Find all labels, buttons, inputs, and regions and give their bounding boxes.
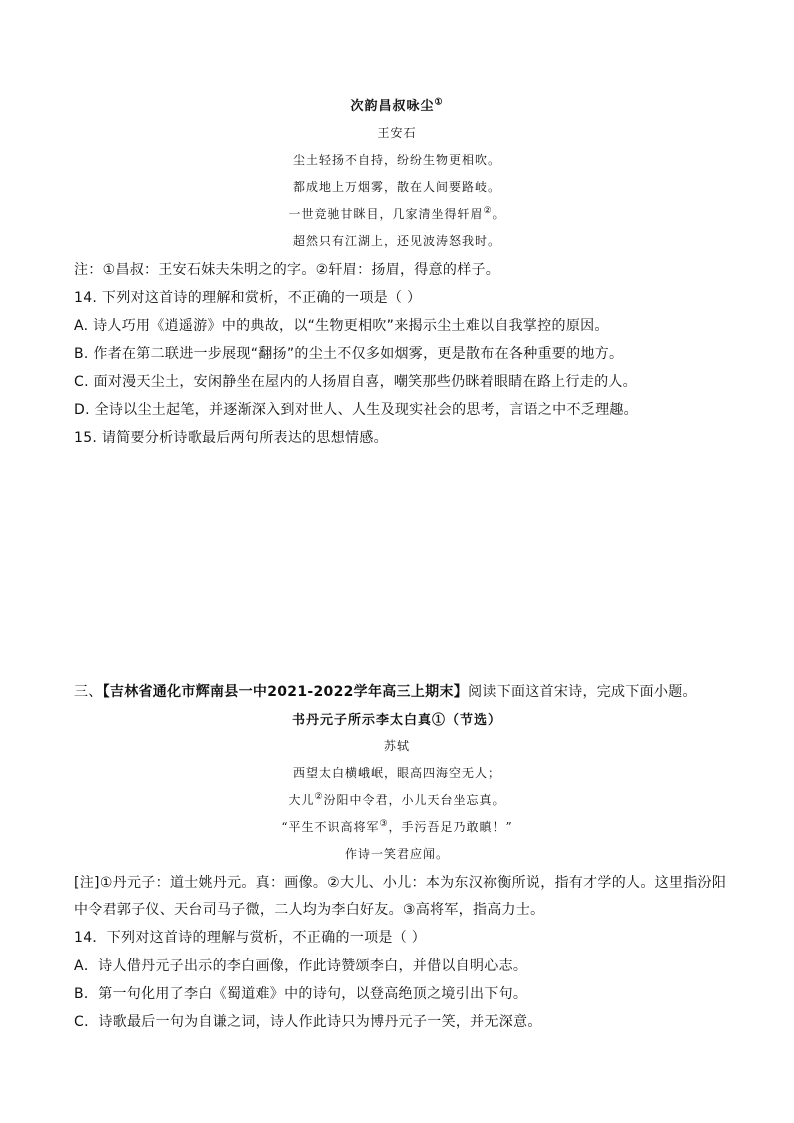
section-instruction: 阅读下面这首宋诗，完成下面小题。 — [468, 684, 697, 700]
annotation: [注]①丹元子：道士姚丹元。真：画像。②大儿、小儿：本为东汉祢衡所说，指有才学的人。这里指汾阳 — [74, 875, 727, 891]
poem-line-text: 汾阳中令君，小儿天台坐忘真。 — [323, 793, 506, 807]
section-heading — [74, 681, 697, 701]
poem-line-tail: 。 — [492, 207, 506, 221]
option-b: B. 作者在第二联进一步展现“翻扬”的尘土不仅多如烟雾，更是散布在各种重要的地方。 — [74, 346, 624, 362]
footnote-marker: ② — [483, 206, 493, 216]
annotation: 注：①昌叔：王安石妹夫朱明之的字。②轩眉：扬眉，得意的样子。 — [74, 262, 501, 278]
poem-line: 都成地上万烟雾，散在人间要路岐。 — [292, 180, 501, 194]
poem-line — [0, 818, 794, 835]
question-14-stem: 14. 下列对这首诗的理解和赏析，不正确的一项是（ ） — [74, 290, 422, 306]
poem-line-text: 大儿 — [288, 793, 315, 807]
footnote-marker: ② — [314, 792, 324, 802]
poem-title — [0, 95, 794, 114]
question-15: 15. 请简要分析诗歌最后两句所表达的思想情感。 — [74, 430, 388, 446]
poem-line-text: ，手污吾足乃敢瞋！” — [388, 820, 513, 834]
poem-title: 书丹元子所示李太白真①（节选） — [291, 713, 502, 728]
poem-author: 王安石 — [377, 126, 417, 140]
poem-title-text: 次韵昌叔咏尘 — [350, 99, 435, 114]
option-d: D. 全诗以尘土起笔，并逐渐深入到对世人、人生及现实社会的思考，言语之中不乏理趣。 — [74, 402, 638, 418]
source-label: 【吉林省通化市辉南县一中2021-2022学年高三上期末】 — [102, 684, 469, 700]
option-a: A．诗人借丹元子出示的李白画像，作此诗赞颂李白，并借以自明心志。 — [74, 958, 528, 974]
poem-line: 尘土轻扬不自持，纷纷生物更相吹。 — [292, 153, 501, 167]
poem-line — [0, 205, 794, 222]
poem-line-text: “平生不识高将军 — [281, 820, 380, 834]
option-b: B．第一句化用了李白《蜀道难》中的诗句，以登高绝顶之境引出下句。 — [74, 986, 528, 1002]
section-number: 三、 — [74, 684, 103, 700]
option-c: C．诗歌最后一句为自谦之词，诗人作此诗只为博丹元子一笑，并无深意。 — [74, 1014, 542, 1030]
footnote-marker: ③ — [379, 819, 389, 829]
poem-author: 苏轼 — [383, 739, 410, 753]
option-a: A. 诗人巧用《逍遥游》中的典故，以“生物更相吹”来揭示尘土难以自我掌控的原因。 — [74, 318, 609, 334]
annotation: 中令君郭子仪、天台司马子微，二人均为李白好友。③高将军，指高力士。 — [74, 902, 545, 918]
poem-line — [0, 791, 794, 808]
poem-line-text: 一世竞驰甘眯目，几家清坐得轩眉 — [288, 207, 484, 221]
footnote-marker: ① — [434, 97, 444, 108]
poem-line: 作诗一笑君应闻。 — [344, 847, 449, 861]
option-c: C. 面对漫天尘土，安闲静坐在屋内的人扬眉自喜，嘲笑那些仍眯着眼睛在路上行走的人。 — [74, 374, 637, 390]
question-14-stem: 14．下列对这首诗的理解与赏析，不正确的一项是（ ） — [74, 930, 427, 946]
poem-line: 西望太白横峨岷，眼高四海空无人； — [292, 766, 501, 780]
poem-line: 超然只有江湖上，还见波涛怒我时。 — [292, 234, 501, 248]
